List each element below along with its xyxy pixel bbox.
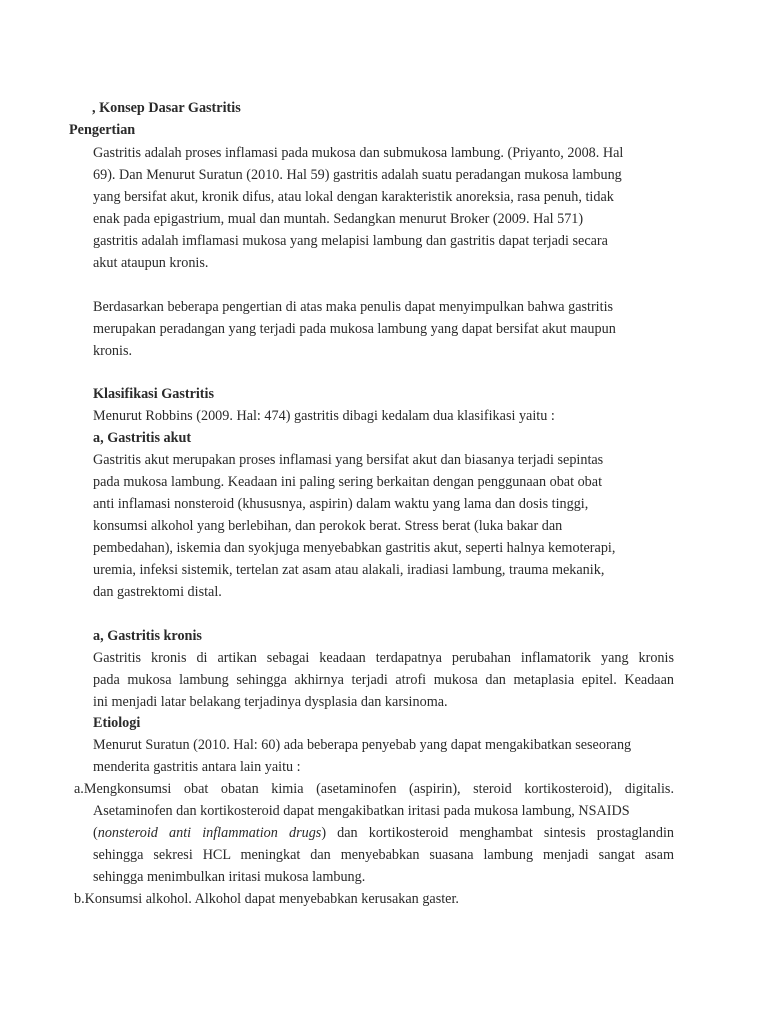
section-title-klasifikasi: Klasifikasi Gastritis (93, 386, 214, 402)
paragraph-line: Gastritis adalah proses inflamasi pada mukosa dan submukosa lambung. (Priyanto, 2008. Hal (93, 145, 624, 161)
list-item-a-line: Asetaminofen dan kortikosteroid dapat mengakibatkan iritasi pada mukosa lambung, NSAIDS (93, 803, 630, 819)
section-title-etiologi: Etiologi (93, 715, 141, 731)
paragraph-line: 69). Dan Menurut Suratun (2010. Hal 59) gastritis adalah suatu peradangan mukosa lambung (93, 167, 622, 183)
paragraph-line: pada mukosa lambung sehingga akhirnya terjadi atrofi mukosa dan metaplasia epitel. Keadaan (93, 672, 674, 688)
paragraph-line: anti inflamasi nonsteroid (khususnya, aspirin) dalam waktu yang lama dan dosis tinggi, (93, 496, 589, 512)
subsection-title-gastritis-akut: a, Gastritis akut (93, 430, 192, 446)
nsaids-definition: nonsteroid anti inflammation drugs (97, 825, 322, 841)
subsection-title-gastritis-kronis: a, Gastritis kronis (93, 628, 202, 644)
line-remainder: ) dan kortikosteroid menghambat sintesis prostaglandin (321, 825, 675, 841)
paragraph-line: konsumsi alkohol yang berlebihan, dan perokok berat. Stress berat (luka bakar dan (93, 518, 563, 534)
paragraph-line: merupakan peradangan yang terjadi pada mukosa lambung yang dapat bersifat akut maupun (93, 321, 616, 337)
paren-open: ( (93, 825, 98, 841)
paragraph-line: menderita gastritis antara lain yaitu : (93, 759, 301, 775)
paragraph-line: Gastritis kronis di artikan sebagai keadaan terdapatnya perubahan inflamatorik yang kronis (93, 650, 674, 666)
list-item-a-line: a.Mengkonsumsi obat obatan kimia (asetaminofen (aspirin), steroid kortikosteroid), digitalis. (74, 781, 674, 797)
paragraph-line: gastritis adalah imflamasi mukosa yang melapisi lambung dan gastritis dapat terjadi secara (93, 233, 608, 249)
paragraph-line: enak pada epigastrium, mual dan muntah. Sedangkan menurut Broker (2009. Hal 571) (93, 211, 584, 227)
paragraph-line: ini menjadi latar belakang terjadinya dysplasia dan karsinoma. (93, 694, 448, 710)
paragraph-line: kronis. (93, 343, 133, 359)
list-item-a-line: sehingga sekresi HCL meningkat dan menyebabkan suasana lambung menjadi sangat asam (93, 847, 674, 863)
paragraph-line: Menurut Suratun (2010. Hal: 60) ada beberapa penyebab yang dapat mengakibatkan seseorang (93, 737, 632, 753)
paragraph-line: Menurut Robbins (2009. Hal: 474) gastritis dibagi kedalam dua klasifikasi yaitu : (93, 408, 555, 424)
paragraph-line: akut ataupun kronis. (93, 255, 209, 271)
list-item-a-line: sehingga menimbulkan iritasi mukosa lambung. (93, 869, 366, 885)
list-item-a-line (93, 822, 674, 844)
paragraph-line: pada mukosa lambung. Keadaan ini paling sering berkaitan dengan penggunaan obat obat (93, 474, 603, 490)
paragraph-line: yang bersifat akut, kronik difus, atau lokal dengan karakteristik anoreksia, rasa penuh, tidak (93, 189, 614, 205)
section-title-pengertian: Pengertian (69, 122, 136, 138)
document-heading: , Konsep Dasar Gastritis (92, 100, 241, 116)
paragraph-line: pembedahan), iskemia dan syokjuga menyebabkan gastritis akut, seperti halnya kemoterapi, (93, 540, 616, 556)
paragraph-line: dan gastrektomi distal. (93, 584, 222, 600)
paragraph-line: uremia, infeksi sistemik, tertelan zat asam atau alakali, iradiasi lambung, trauma mekanik, (93, 562, 605, 578)
paragraph-line: Berdasarkan beberapa pengertian di atas maka penulis dapat menyimpulkan bahwa gastritis (93, 299, 614, 315)
list-item-b: b.Konsumsi alkohol. Alkohol dapat menyebabkan kerusakan gaster. (74, 891, 459, 907)
paragraph-line: Gastritis akut merupakan proses inflamasi yang bersifat akut dan biasanya terjadi sepintas (93, 452, 604, 468)
